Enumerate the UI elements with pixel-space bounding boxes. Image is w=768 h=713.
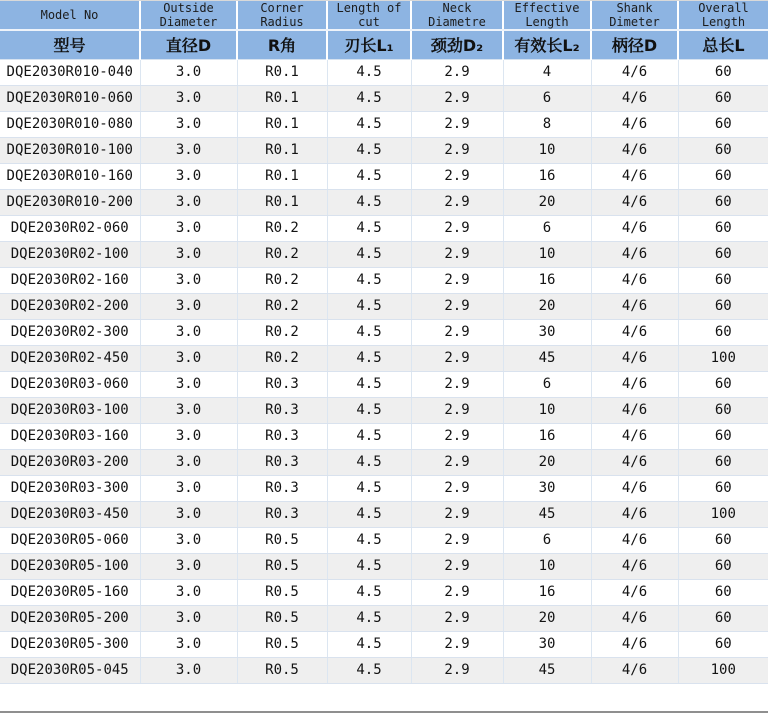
- cell-length_of_cut: 4.5: [327, 85, 411, 111]
- table-row: [0, 59, 768, 85]
- table-row: [0, 657, 768, 683]
- table-row: [0, 553, 768, 579]
- cell-corner_radius: R0.5: [237, 527, 327, 553]
- cell-length_of_cut: 4.5: [327, 553, 411, 579]
- cell-effective_length: 10: [503, 553, 591, 579]
- cell-overall_length: 100: [678, 657, 768, 683]
- cell-outside_diameter: 3.0: [140, 85, 237, 111]
- cell-shank_diameter: 4/6: [591, 345, 678, 371]
- cell-neck_diameter: 2.9: [411, 501, 503, 527]
- header-shank-diameter: Shank Dimeter: [591, 1, 678, 30]
- cell-overall_length: 60: [678, 189, 768, 215]
- cell-shank_diameter: 4/6: [591, 423, 678, 449]
- table-row: [0, 85, 768, 111]
- cell-corner_radius: R0.3: [237, 501, 327, 527]
- cell-length_of_cut: 4.5: [327, 111, 411, 137]
- cell-model: DQE2030R05-200: [0, 605, 140, 631]
- cell-effective_length: 6: [503, 215, 591, 241]
- cell-model: DQE2030R03-450: [0, 501, 140, 527]
- cell-length_of_cut: 4.5: [327, 605, 411, 631]
- cell-outside_diameter: 3.0: [140, 475, 237, 501]
- cell-shank_diameter: 4/6: [591, 397, 678, 423]
- cell-overall_length: 60: [678, 137, 768, 163]
- cell-neck_diameter: 2.9: [411, 397, 503, 423]
- table-row: [0, 319, 768, 345]
- cell-effective_length: 16: [503, 163, 591, 189]
- cell-corner_radius: R0.2: [237, 345, 327, 371]
- header-overall-length-zh: 总长L: [678, 30, 768, 59]
- cell-model: DQE2030R010-100: [0, 137, 140, 163]
- cell-outside_diameter: 3.0: [140, 59, 237, 85]
- cell-model: DQE2030R05-100: [0, 553, 140, 579]
- cell-overall_length: 60: [678, 397, 768, 423]
- cell-overall_length: 60: [678, 371, 768, 397]
- cell-corner_radius: R0.2: [237, 293, 327, 319]
- cell-neck_diameter: 2.9: [411, 267, 503, 293]
- cell-overall_length: 60: [678, 267, 768, 293]
- cell-shank_diameter: 4/6: [591, 657, 678, 683]
- cell-outside_diameter: 3.0: [140, 501, 237, 527]
- cell-overall_length: 60: [678, 163, 768, 189]
- cell-neck_diameter: 2.9: [411, 293, 503, 319]
- cell-length_of_cut: 4.5: [327, 501, 411, 527]
- table-row: [0, 111, 768, 137]
- header-effective-length-zh: 有效长L₂: [503, 30, 591, 59]
- cell-effective_length: 45: [503, 501, 591, 527]
- cell-outside_diameter: 3.0: [140, 657, 237, 683]
- cell-model: DQE2030R010-160: [0, 163, 140, 189]
- cell-model: DQE2030R02-160: [0, 267, 140, 293]
- cell-corner_radius: R0.5: [237, 553, 327, 579]
- cell-length_of_cut: 4.5: [327, 423, 411, 449]
- cell-corner_radius: R0.3: [237, 371, 327, 397]
- cell-corner_radius: R0.5: [237, 605, 327, 631]
- header-corner-radius: Corner Radius: [237, 1, 327, 30]
- cell-model: DQE2030R02-200: [0, 293, 140, 319]
- cell-effective_length: 6: [503, 85, 591, 111]
- cell-shank_diameter: 4/6: [591, 605, 678, 631]
- cell-effective_length: 30: [503, 319, 591, 345]
- cell-neck_diameter: 2.9: [411, 85, 503, 111]
- cell-shank_diameter: 4/6: [591, 631, 678, 657]
- cell-model: DQE2030R02-300: [0, 319, 140, 345]
- table-row: [0, 371, 768, 397]
- cell-neck_diameter: 2.9: [411, 215, 503, 241]
- cell-outside_diameter: 3.0: [140, 527, 237, 553]
- cell-corner_radius: R0.3: [237, 423, 327, 449]
- cell-outside_diameter: 3.0: [140, 267, 237, 293]
- cell-effective_length: 20: [503, 189, 591, 215]
- cell-length_of_cut: 4.5: [327, 163, 411, 189]
- cell-shank_diameter: 4/6: [591, 59, 678, 85]
- cell-overall_length: 60: [678, 605, 768, 631]
- cell-length_of_cut: 4.5: [327, 137, 411, 163]
- cell-shank_diameter: 4/6: [591, 189, 678, 215]
- cell-corner_radius: R0.2: [237, 319, 327, 345]
- cell-length_of_cut: 4.5: [327, 631, 411, 657]
- cell-outside_diameter: 3.0: [140, 579, 237, 605]
- cell-overall_length: 60: [678, 423, 768, 449]
- cell-neck_diameter: 2.9: [411, 579, 503, 605]
- cell-shank_diameter: 4/6: [591, 371, 678, 397]
- header-neck-diameter-zh: 颈劲D₂: [411, 30, 503, 59]
- header-outside-diameter: Outside Diameter: [140, 1, 237, 30]
- cell-outside_diameter: 3.0: [140, 371, 237, 397]
- cell-overall_length: 60: [678, 527, 768, 553]
- cell-neck_diameter: 2.9: [411, 449, 503, 475]
- cell-neck_diameter: 2.9: [411, 111, 503, 137]
- cell-overall_length: 100: [678, 501, 768, 527]
- cell-model: DQE2030R010-040: [0, 59, 140, 85]
- cell-effective_length: 30: [503, 475, 591, 501]
- cell-model: DQE2030R02-060: [0, 215, 140, 241]
- cell-overall_length: 60: [678, 475, 768, 501]
- cell-shank_diameter: 4/6: [591, 267, 678, 293]
- cell-outside_diameter: 3.0: [140, 553, 237, 579]
- table-row: [0, 501, 768, 527]
- cell-outside_diameter: 3.0: [140, 397, 237, 423]
- table-row: [0, 449, 768, 475]
- cell-model: DQE2030R03-300: [0, 475, 140, 501]
- cell-corner_radius: R0.3: [237, 475, 327, 501]
- cell-overall_length: 60: [678, 59, 768, 85]
- cell-length_of_cut: 4.5: [327, 657, 411, 683]
- cell-corner_radius: R0.1: [237, 59, 327, 85]
- header-model-no-zh: 型号: [0, 30, 140, 59]
- cell-overall_length: 60: [678, 319, 768, 345]
- table-row: [0, 241, 768, 267]
- cell-neck_diameter: 2.9: [411, 189, 503, 215]
- cell-model: DQE2030R03-200: [0, 449, 140, 475]
- cell-shank_diameter: 4/6: [591, 501, 678, 527]
- cell-shank_diameter: 4/6: [591, 163, 678, 189]
- cell-effective_length: 8: [503, 111, 591, 137]
- cell-effective_length: 20: [503, 293, 591, 319]
- cell-length_of_cut: 4.5: [327, 189, 411, 215]
- cell-neck_diameter: 2.9: [411, 605, 503, 631]
- table-row: [0, 397, 768, 423]
- table-row: [0, 267, 768, 293]
- cell-model: DQE2030R010-080: [0, 111, 140, 137]
- table-row: [0, 345, 768, 371]
- header-row-english: [0, 1, 768, 30]
- cell-length_of_cut: 4.5: [327, 579, 411, 605]
- cell-outside_diameter: 3.0: [140, 293, 237, 319]
- cell-length_of_cut: 4.5: [327, 449, 411, 475]
- cell-model: DQE2030R02-450: [0, 345, 140, 371]
- cell-outside_diameter: 3.0: [140, 137, 237, 163]
- cell-model: DQE2030R05-045: [0, 657, 140, 683]
- cell-length_of_cut: 4.5: [327, 319, 411, 345]
- cell-effective_length: 10: [503, 241, 591, 267]
- cell-shank_diameter: 4/6: [591, 319, 678, 345]
- cell-outside_diameter: 3.0: [140, 111, 237, 137]
- table-row: [0, 293, 768, 319]
- table-row: [0, 137, 768, 163]
- cell-corner_radius: R0.5: [237, 631, 327, 657]
- table-row: [0, 605, 768, 631]
- header-row-chinese: [0, 30, 768, 59]
- cell-corner_radius: R0.2: [237, 215, 327, 241]
- header-model-no: Model No: [0, 1, 140, 30]
- table-row: [0, 579, 768, 605]
- header-corner-radius-zh: R角: [237, 30, 327, 59]
- cell-model: DQE2030R03-160: [0, 423, 140, 449]
- cell-corner_radius: R0.1: [237, 111, 327, 137]
- cell-corner_radius: R0.1: [237, 85, 327, 111]
- cell-effective_length: 10: [503, 397, 591, 423]
- cell-effective_length: 16: [503, 579, 591, 605]
- cell-neck_diameter: 2.9: [411, 59, 503, 85]
- cell-model: DQE2030R05-300: [0, 631, 140, 657]
- cell-overall_length: 60: [678, 215, 768, 241]
- cell-overall_length: 60: [678, 553, 768, 579]
- cell-corner_radius: R0.1: [237, 137, 327, 163]
- cell-shank_diameter: 4/6: [591, 215, 678, 241]
- cell-neck_diameter: 2.9: [411, 163, 503, 189]
- table-row: [0, 527, 768, 553]
- cell-outside_diameter: 3.0: [140, 423, 237, 449]
- cell-overall_length: 60: [678, 241, 768, 267]
- cell-neck_diameter: 2.9: [411, 631, 503, 657]
- header-outside-diameter-zh: 直径D: [140, 30, 237, 59]
- cell-outside_diameter: 3.0: [140, 241, 237, 267]
- table-row: [0, 189, 768, 215]
- cell-neck_diameter: 2.9: [411, 423, 503, 449]
- cell-neck_diameter: 2.9: [411, 371, 503, 397]
- cell-outside_diameter: 3.0: [140, 605, 237, 631]
- cell-length_of_cut: 4.5: [327, 293, 411, 319]
- cell-effective_length: 4: [503, 59, 591, 85]
- cell-shank_diameter: 4/6: [591, 241, 678, 267]
- spec-table: [0, 1, 768, 684]
- cell-effective_length: 10: [503, 137, 591, 163]
- cell-corner_radius: R0.2: [237, 267, 327, 293]
- cell-neck_diameter: 2.9: [411, 137, 503, 163]
- cell-outside_diameter: 3.0: [140, 345, 237, 371]
- cell-corner_radius: R0.5: [237, 579, 327, 605]
- cell-effective_length: 16: [503, 267, 591, 293]
- cell-neck_diameter: 2.9: [411, 475, 503, 501]
- cell-neck_diameter: 2.9: [411, 319, 503, 345]
- cell-model: DQE2030R05-160: [0, 579, 140, 605]
- cell-neck_diameter: 2.9: [411, 241, 503, 267]
- cell-effective_length: 30: [503, 631, 591, 657]
- cell-length_of_cut: 4.5: [327, 267, 411, 293]
- cell-corner_radius: R0.3: [237, 449, 327, 475]
- cell-length_of_cut: 4.5: [327, 59, 411, 85]
- cell-model: DQE2030R03-100: [0, 397, 140, 423]
- cell-neck_diameter: 2.9: [411, 527, 503, 553]
- cell-neck_diameter: 2.9: [411, 553, 503, 579]
- cell-length_of_cut: 4.5: [327, 241, 411, 267]
- header-length-of-cut: Length of cut: [327, 1, 411, 30]
- cell-shank_diameter: 4/6: [591, 111, 678, 137]
- header-shank-diameter-zh: 柄径D: [591, 30, 678, 59]
- cell-outside_diameter: 3.0: [140, 631, 237, 657]
- cell-length_of_cut: 4.5: [327, 371, 411, 397]
- cell-model: DQE2030R02-100: [0, 241, 140, 267]
- cell-shank_diameter: 4/6: [591, 85, 678, 111]
- cell-model: DQE2030R05-060: [0, 527, 140, 553]
- cell-outside_diameter: 3.0: [140, 163, 237, 189]
- cell-effective_length: 20: [503, 605, 591, 631]
- cell-corner_radius: R0.1: [237, 189, 327, 215]
- spec-table-header: [0, 1, 768, 59]
- header-overall-length: Overall Length: [678, 1, 768, 30]
- cell-neck_diameter: 2.9: [411, 657, 503, 683]
- header-length-of-cut-zh: 刃长L₁: [327, 30, 411, 59]
- cell-shank_diameter: 4/6: [591, 527, 678, 553]
- spec-table-body: [0, 59, 768, 683]
- cell-effective_length: 6: [503, 371, 591, 397]
- table-row: [0, 631, 768, 657]
- cell-effective_length: 20: [503, 449, 591, 475]
- cell-overall_length: 60: [678, 111, 768, 137]
- cell-length_of_cut: 4.5: [327, 397, 411, 423]
- header-effective-length: Effective Length: [503, 1, 591, 30]
- cell-overall_length: 60: [678, 631, 768, 657]
- cell-effective_length: 6: [503, 527, 591, 553]
- cell-effective_length: 45: [503, 657, 591, 683]
- cell-effective_length: 45: [503, 345, 591, 371]
- cell-corner_radius: R0.1: [237, 163, 327, 189]
- cell-shank_diameter: 4/6: [591, 293, 678, 319]
- cell-model: DQE2030R03-060: [0, 371, 140, 397]
- cell-shank_diameter: 4/6: [591, 553, 678, 579]
- cell-model: DQE2030R010-060: [0, 85, 140, 111]
- cell-shank_diameter: 4/6: [591, 449, 678, 475]
- cell-overall_length: 60: [678, 579, 768, 605]
- table-row: [0, 215, 768, 241]
- cell-model: DQE2030R010-200: [0, 189, 140, 215]
- cell-shank_diameter: 4/6: [591, 475, 678, 501]
- header-neck-diameter: Neck Diametre: [411, 1, 503, 30]
- cell-shank_diameter: 4/6: [591, 137, 678, 163]
- cell-corner_radius: R0.2: [237, 241, 327, 267]
- cell-shank_diameter: 4/6: [591, 579, 678, 605]
- table-row: [0, 423, 768, 449]
- cell-overall_length: 60: [678, 449, 768, 475]
- cell-outside_diameter: 3.0: [140, 215, 237, 241]
- cell-overall_length: 100: [678, 345, 768, 371]
- cell-length_of_cut: 4.5: [327, 345, 411, 371]
- cell-length_of_cut: 4.5: [327, 527, 411, 553]
- cell-overall_length: 60: [678, 85, 768, 111]
- cell-overall_length: 60: [678, 293, 768, 319]
- cell-effective_length: 16: [503, 423, 591, 449]
- table-row: [0, 163, 768, 189]
- cell-outside_diameter: 3.0: [140, 449, 237, 475]
- cell-neck_diameter: 2.9: [411, 345, 503, 371]
- cell-length_of_cut: 4.5: [327, 215, 411, 241]
- cell-outside_diameter: 3.0: [140, 189, 237, 215]
- cell-outside_diameter: 3.0: [140, 319, 237, 345]
- cell-corner_radius: R0.5: [237, 657, 327, 683]
- cell-corner_radius: R0.3: [237, 397, 327, 423]
- table-row: [0, 475, 768, 501]
- cell-length_of_cut: 4.5: [327, 475, 411, 501]
